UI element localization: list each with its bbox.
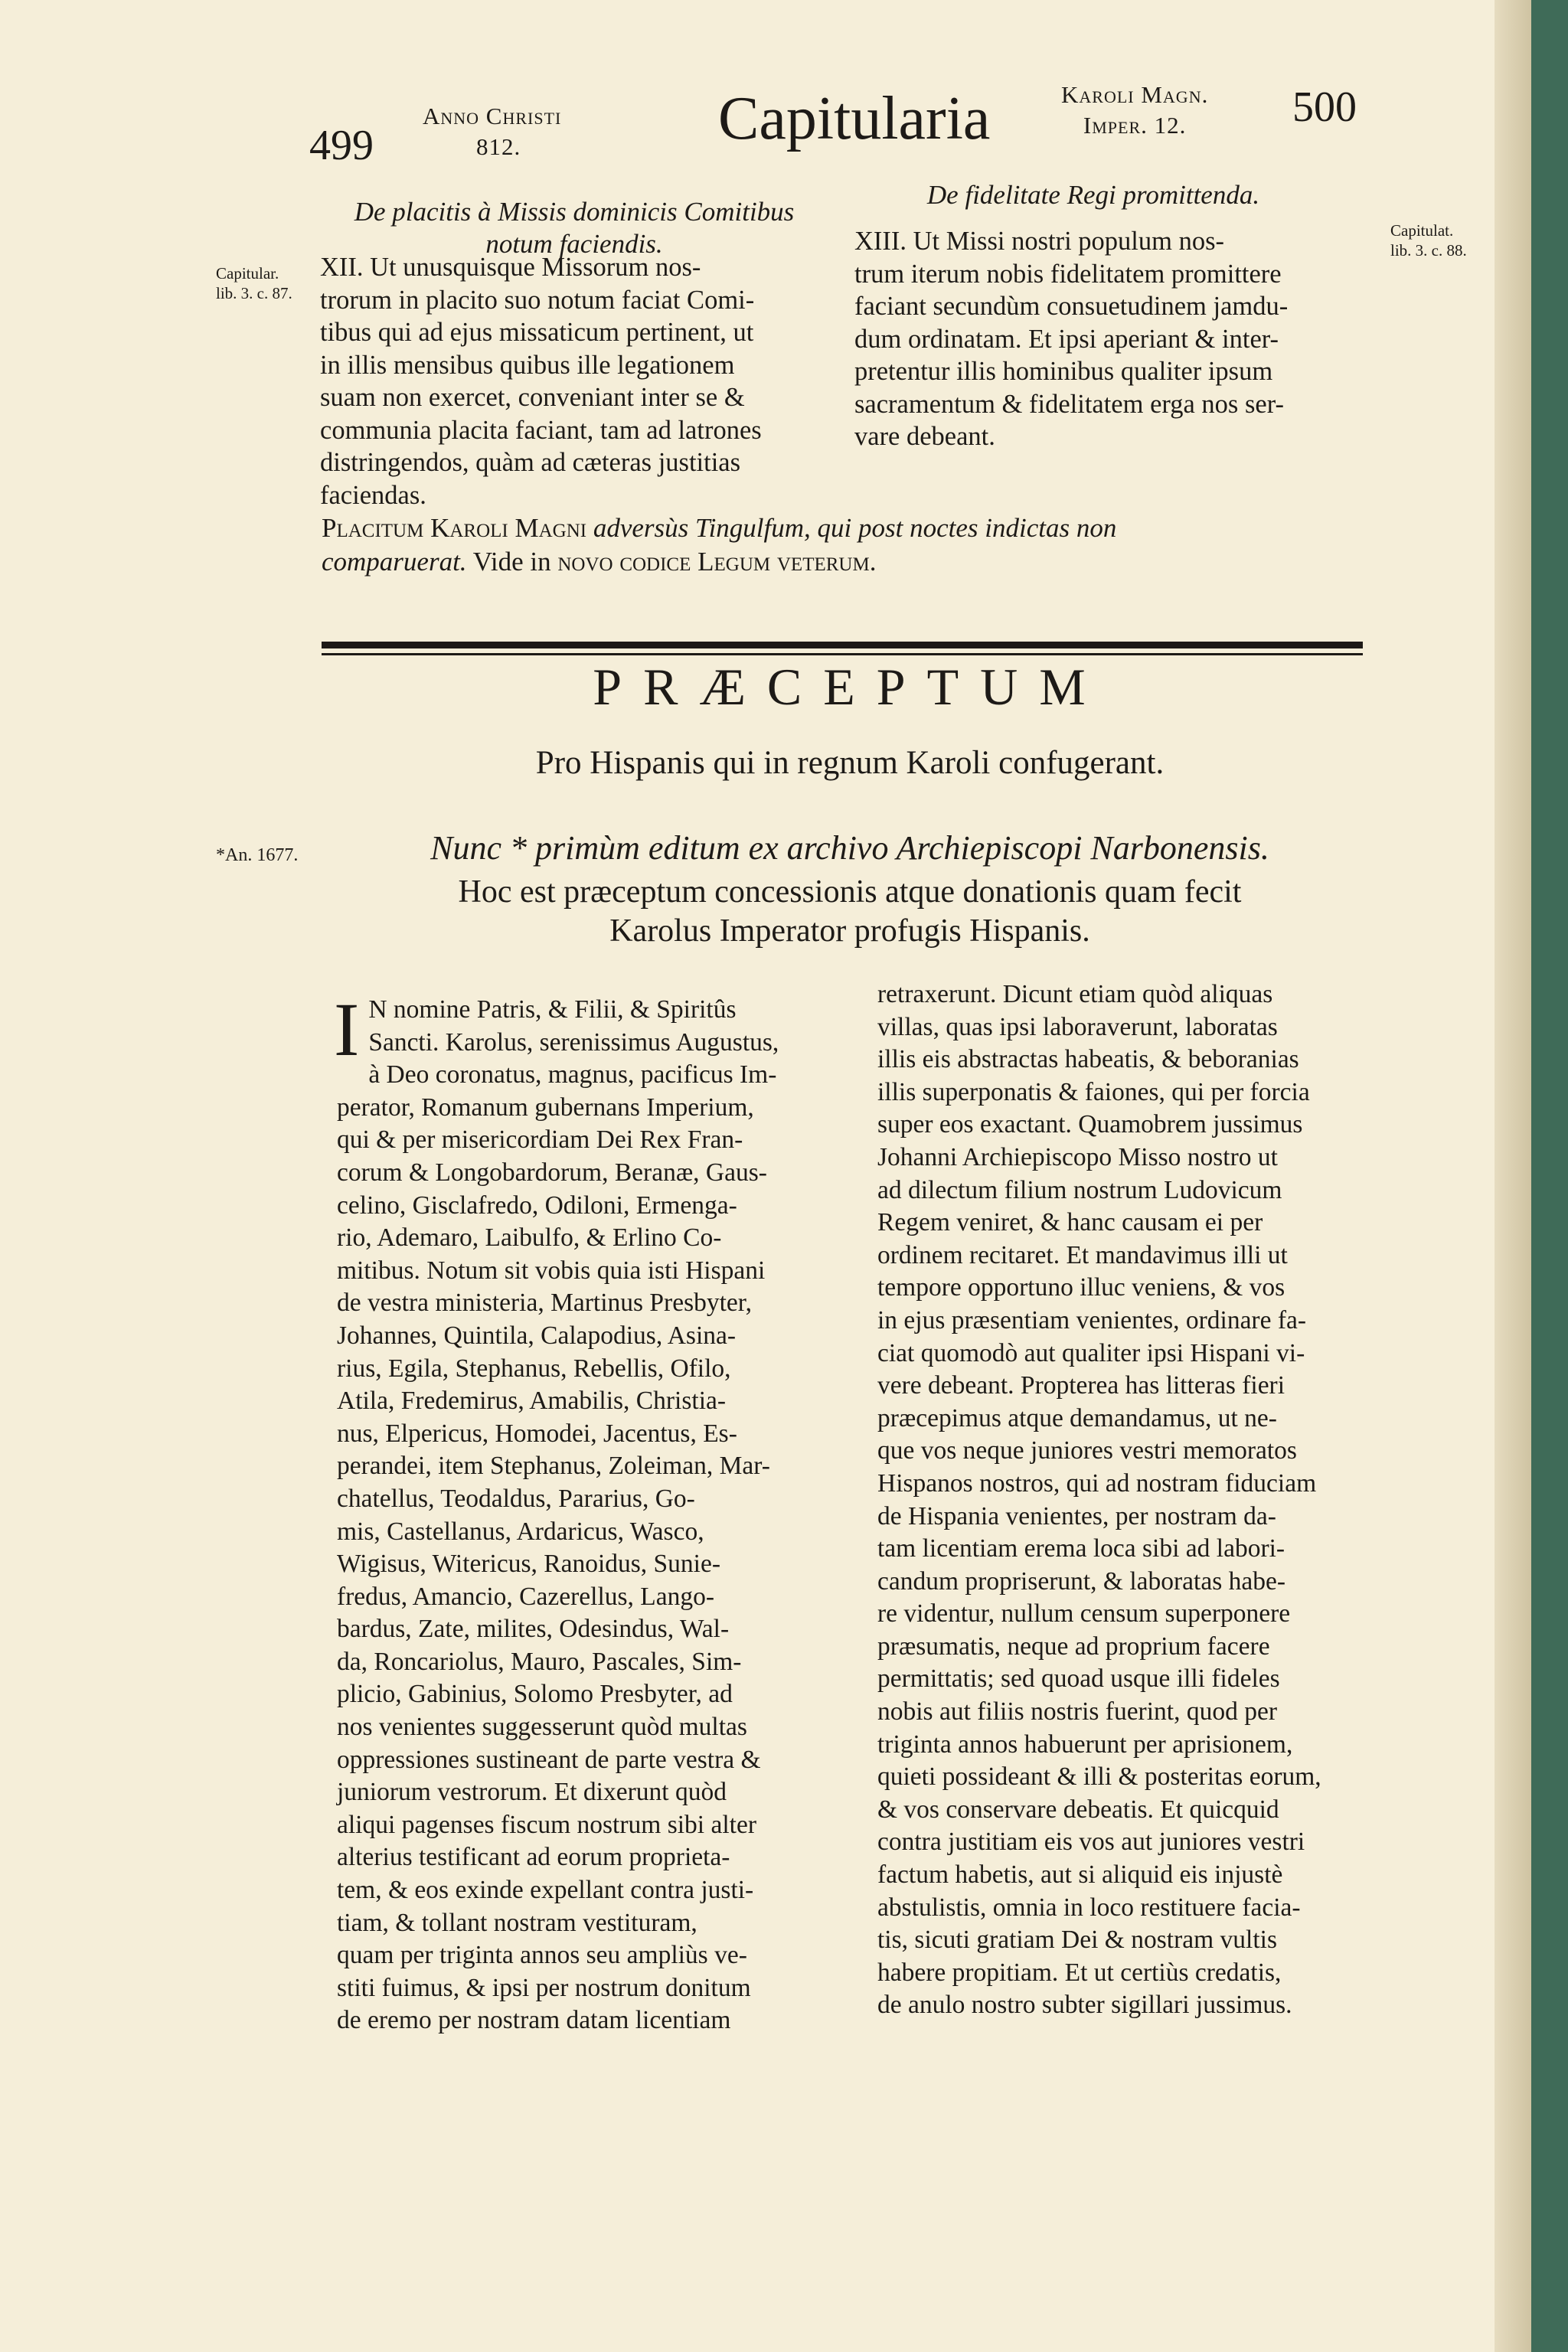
chapter13-line: pretentur illis hominibus qualiter ipsum: [854, 357, 1273, 386]
drop-cap: I: [334, 987, 360, 1072]
body-left-line: à Deo coronatus, magnus, pacificus Im-: [368, 1060, 777, 1089]
body-right-line: Hispanos nostros, qui ad nostram fiduciam: [877, 1468, 1317, 1498]
body-left-line: corum & Longobardorum, Beranæ, Gaus-: [337, 1158, 767, 1187]
body-right-line: retraxerunt. Dicunt etiam quòd aliquas: [877, 980, 1273, 1008]
body-right-line: ad dilectum filium nostrum Ludovicum: [877, 1175, 1282, 1204]
placitum-plain: Vide in: [472, 547, 551, 577]
body-left-line: mis, Castellanus, Ardaricus, Wasco,: [337, 1517, 704, 1546]
placitum-italic-1: adversùs Tingulfum, qui post noctes indictas non: [593, 513, 1117, 543]
placitum-notice: [322, 511, 1386, 579]
body-right-line: habere propitiam. Et ut certiùs credatis,: [877, 1958, 1282, 1987]
heavy-rule: [322, 642, 1363, 648]
body-right-line: quieti possideant & illi & posteritas eorum,: [877, 1762, 1321, 1792]
body-left-line: de eremo per nostram datam licentiam: [337, 2006, 731, 2035]
body-right-line: de anulo nostro subter sigillari jussimus.: [877, 1991, 1292, 2020]
body-left-line: nus, Elpericus, Homodei, Jacentus, Es-: [337, 1419, 737, 1448]
body-right-line: contra justitiam eis vos aut juniores vestri: [877, 1828, 1305, 1857]
chapter13-line: trum iterum nobis fidelitatem promittere: [854, 259, 1282, 289]
body-left-column: [334, 987, 842, 2037]
body-left-line: de vestra ministeria, Martinus Presbyter,: [337, 1289, 752, 1318]
chapter12-line: in illis mensibus quibus ille legationem: [320, 350, 735, 380]
placitum-title: Placitum Karoli Magni: [322, 513, 587, 543]
body-left-line: perandei, item Stephanus, Zoleiman, Mar-: [337, 1452, 770, 1481]
praeceptum-side-note: *An. 1677.: [216, 845, 299, 865]
body-right-line: Regem veniret, & hanc causam ei per: [877, 1208, 1263, 1237]
page-number-left: 499: [309, 122, 374, 169]
body-right-line: & vos conservare debeatis. Et quicquid: [877, 1795, 1279, 1824]
body-left-line: tem, & eos exinde expellant contra justi-: [337, 1876, 754, 1905]
placitum-line1: [322, 511, 1386, 545]
chapter13-line: XIII. Ut Missi nostri populum nos-: [854, 227, 1224, 256]
running-title: Capitularia: [718, 85, 991, 152]
body-left-line: rius, Egila, Stephanus, Rebellis, Ofilo,: [337, 1354, 731, 1383]
body-right-line: illis eis abstractas habeatis, & beboranias: [877, 1045, 1299, 1074]
page-number-right: 500: [1292, 83, 1357, 131]
right-column-lines: [877, 978, 1383, 2022]
body-left-line: da, Roncariolus, Mauro, Pascales, Sim-: [337, 1647, 742, 1676]
body-left-line: juniorum vestrorum. Et dixerunt quòd: [337, 1778, 727, 1807]
chapter13-line: dum ordinatam. Et ipsi aperiant & inter-: [854, 324, 1279, 354]
chapter12-title-line2: notum faciendis.: [485, 229, 663, 259]
body-right-line: nobis aut filiis nostris fuerint, quod per: [877, 1697, 1277, 1726]
chapter12-line: trorum in placito suo notum faciat Comi-: [320, 285, 755, 315]
chapter13-line: faciant secundùm consuetudinem jamdu-: [854, 292, 1289, 321]
body-left-line: aliqui pagenses fiscum nostrum sibi alter: [337, 1810, 756, 1839]
body-left-line: quam per triginta annos seu ampliùs ve-: [337, 1941, 747, 1970]
emperor-line2: Imper. 12.: [1083, 112, 1187, 139]
body-right-line: re videntur, nullum censum superponere: [877, 1599, 1291, 1628]
chapter13-side-note-line2: lib. 3. c. 88.: [1390, 241, 1467, 260]
body-right-line: præcepimus atque demandamus, ut ne-: [877, 1403, 1277, 1432]
chapter13-side-note-line1: Capitulat.: [1390, 221, 1454, 240]
body-left-line: perator, Romanum gubernans Imperium,: [337, 1093, 754, 1122]
body-left-line: chatellus, Teodaldus, Pararius, Go-: [337, 1484, 695, 1513]
year-line2: 812.: [476, 133, 521, 160]
chapter12-line: tibus qui ad ejus missaticum pertinent, ut: [320, 318, 754, 347]
body-left-line: rio, Ademaro, Laibulfo, & Erlino Co-: [337, 1223, 722, 1253]
intro-line1: Hoc est præceptum concessionis atque donationis quam fecit: [458, 874, 1242, 910]
body-right-line: illis superponatis & faiones, qui per forcia: [877, 1077, 1310, 1106]
body-right-line: ciat quomodò aut qualiter ipsi Hispani vi-: [877, 1338, 1305, 1367]
praeceptum-title: PRÆCEPTUM: [593, 658, 1107, 716]
body-left-line: Johannes, Quintila, Calapodius, Asina-: [337, 1321, 737, 1350]
chapter13-line: sacramentum & fidelitatem erga nos ser-: [854, 389, 1285, 419]
chapter13-side-note: [1390, 220, 1467, 260]
body-left-line: qui & per misericordiam Dei Rex Fran-: [337, 1125, 743, 1155]
body-left-line: fredus, Amancio, Cazerellus, Lango-: [337, 1582, 715, 1611]
body-right-line: candum propriserunt, & laboratas habe-: [877, 1566, 1286, 1596]
body-left-line: celino, Gisclafredo, Odiloni, Ermenga-: [337, 1191, 737, 1220]
body-right-line: vere debeant. Propterea has litteras fieri: [877, 1371, 1285, 1400]
body-right-line: tis, sicuti gratiam Dei & nostram vultis: [877, 1926, 1277, 1955]
chapter12-line: XII. Ut unusquisque Missorum nos-: [320, 253, 701, 282]
body-right-line: villas, quas ipsi laboraverunt, laboratas: [877, 1012, 1278, 1041]
chapter12-text: [320, 251, 825, 511]
body-right-line: tempore opportuno illuc veniens, & vos: [877, 1273, 1285, 1302]
body-right-line: de Hispania venientes, per nostram da-: [877, 1501, 1276, 1530]
body-left-line: Sancti. Karolus, serenissimus Augustus,: [368, 1027, 779, 1057]
body-right-line: factum habetis, aut si aliquid eis injustè: [877, 1860, 1283, 1890]
year-line1: Anno Christi: [423, 103, 562, 129]
thin-rule: [322, 653, 1363, 655]
body-left-line: nos venientes suggesserunt quòd multas: [337, 1713, 747, 1742]
body-left-line: plicio, Gabinius, Solomo Presbyter, ad: [337, 1680, 733, 1709]
chapter13-text: [854, 225, 1387, 453]
placitum-reference: novo codice Legum veterum.: [557, 547, 877, 577]
body-right-line: præsumatis, neque ad proprium facere: [877, 1632, 1270, 1661]
body-left-line: mitibus. Notum sit vobis quia isti Hispani: [337, 1256, 766, 1285]
page-edge-shadow: [1494, 0, 1531, 2352]
praeceptum-subtitle: Pro Hispanis qui in regnum Karoli confugerant.: [535, 745, 1165, 781]
body-right-line: Johanni Archiepiscopo Misso nostro ut: [877, 1142, 1278, 1171]
emperor-header: [1061, 80, 1208, 141]
chapter12-side-note-line1: Capitular.: [216, 264, 279, 283]
placitum-italic-2: comparuerat.: [322, 547, 467, 577]
year-header: [423, 101, 561, 162]
body-left-line: alterius testificant ad eorum proprieta-: [337, 1843, 730, 1872]
chapter12-side-note: [216, 263, 292, 303]
chapter12-side-note-line2: lib. 3. c. 87.: [216, 284, 292, 302]
left-column-lines: [337, 994, 842, 2037]
edition-note: Nunc * primùm editum ex archivo Archiepiscopi Narbonensis.: [430, 829, 1269, 867]
chapter12-title-line1: De placitis à Missis dominicis Comitibus: [354, 197, 795, 227]
chapter12-line: distringendos, quàm ad cæteras justitias: [320, 448, 741, 477]
emperor-line1: Karoli Magn.: [1061, 81, 1209, 108]
body-right-line: ordinem recitaret. Et mandavimus illi ut: [877, 1240, 1288, 1269]
body-right-line: in ejus præsentiam venientes, ordinare fa-: [877, 1305, 1307, 1334]
body-left-line: N nomine Patris, & Filii, & Spiritûs: [368, 995, 737, 1024]
body-right-line: permittatis; sed quoad usque illi fideles: [877, 1664, 1280, 1694]
body-left-line: Wigisus, Witericus, Ranoidus, Sunie-: [337, 1550, 721, 1579]
body-left-line: tiam, & tollant nostram vestituram,: [337, 1908, 697, 1937]
body-left-line: stiti fuimus, & ipsi per nostrum donitum: [337, 1973, 751, 2002]
body-left-line: Atila, Fredemirus, Amabilis, Christia-: [337, 1387, 727, 1416]
body-left-line: bardus, Zate, milites, Odesindus, Wal-: [337, 1615, 730, 1644]
body-right-line: super eos exactant. Quamobrem jussimus: [877, 1110, 1303, 1139]
body-right-line: abstulistis, omnia in loco restituere facia-: [877, 1893, 1301, 1922]
body-right-line: tam licentiam erema loca sibi ad labori-: [877, 1534, 1285, 1563]
chapter13-title: De fidelitate Regi promittenda.: [926, 180, 1260, 210]
chapter12-line: faciendas.: [320, 480, 426, 510]
placitum-line2: [322, 545, 1386, 579]
intro-line2: Karolus Imperator profugis Hispanis.: [609, 913, 1090, 949]
body-left-line: oppressiones sustineant de parte vestra &: [337, 1745, 761, 1774]
body-right-line: que vos neque juniores vestri memoratos: [877, 1436, 1297, 1465]
body-right-line: triginta annos habuerunt per aprisionem,: [877, 1730, 1293, 1759]
chapter13-line: vare debeant.: [854, 422, 995, 451]
chapter12-line: suam non exercet, conveniant inter se &: [320, 383, 745, 412]
body-right-column: [877, 978, 1383, 2022]
chapter12-line: communia placita faciant, tam ad latrones: [320, 415, 762, 445]
praeceptum-intro: [322, 873, 1378, 951]
